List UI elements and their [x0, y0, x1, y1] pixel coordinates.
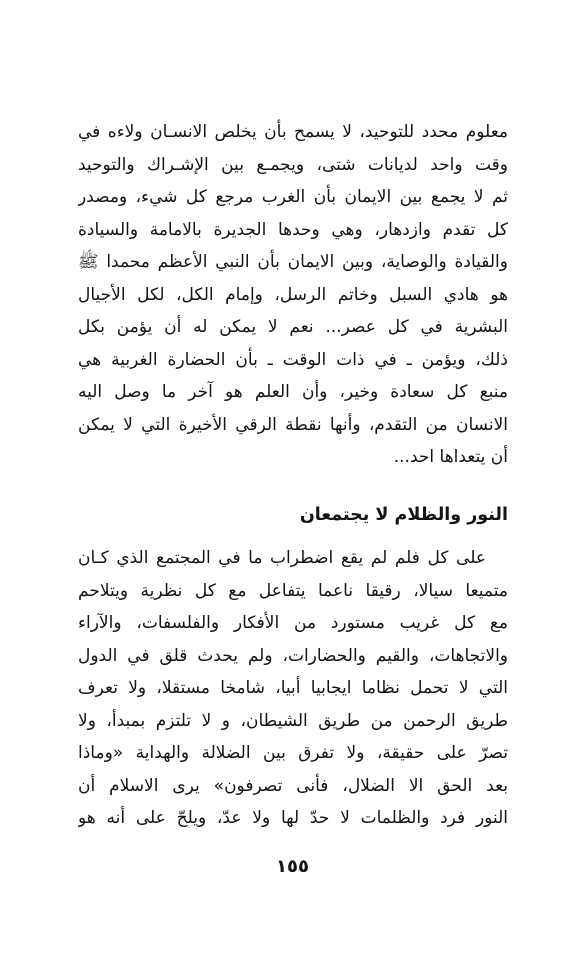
- section-heading: النور والظلام لا يجتمعان: [299, 505, 508, 525]
- text-line: معلوم محدد للتوحيد، لا يسمح بأن يخلص الانسـان ولاءه في: [78, 122, 508, 142]
- text-line: والاتجاهات، والقيم والحضارات، ولم يحدث قلق في الدول: [78, 645, 508, 666]
- text-line: متميعا سيالا، رقيقا ناعما يتفاعل مع كل نظرية ويتلاحم: [78, 580, 508, 601]
- text-line: طريق الرحمن من طريق الشيطان، و لا تلتزم بمبدأ، ولا: [78, 710, 508, 731]
- text-line: التي لا تحمل نظاما ايجابيا أبيا، شامخا مستقلا، ولا تعرف: [78, 678, 508, 698]
- text-line: والقيادة والوصاية، وبين الايمان بأن النبي الأعظم محمدا ﷺ: [78, 252, 508, 272]
- text-line: ذلك، ويؤمن ـ في ذات الوقت ـ بأن الحضارة الغربية هي: [78, 349, 508, 370]
- text-line: النور فرد والظلمات لا حدّ لها ولا عدّ، ويلحّ على أنه هو: [78, 808, 508, 828]
- text-line: أن يتعداها احد...: [393, 447, 508, 467]
- text-line: البشرية في كل عصر... نعم لا يمكن له أن يؤمن بكل: [78, 317, 508, 337]
- text-line: الانسان من التقدم، وأنها نقطة الرقي الأخيرة التي لا يمكن: [78, 414, 508, 435]
- text-line: تصرّ على حقيقة، ولا تفرق بين الضلالة والهداية «وماذا: [78, 743, 508, 763]
- text-line: كل تقدم وازدهار، وهي وحدها الجديرة بالامامة والسيادة: [78, 219, 508, 240]
- text-line: مع كل غريب مستورد من الأفكار والفلسفات، والآراء: [78, 613, 508, 633]
- text-line: بعد الحق الا الضلال، فأنى تصرفون» يرى الاسلام أن: [78, 775, 508, 796]
- paragraph-light-darkness: [78, 542, 508, 835]
- text-line: وقت واحد لديانات شتى، ويجمـع بين الإشـراك والتوحيد: [78, 154, 508, 175]
- text-line: على كل فلم لم يقع اضطراب ما في المجتمع الذي كـان: [78, 548, 486, 568]
- text-line: هو هادي السبل وخاتم الرسل، وإمام الكل، لكل الأجيال: [78, 284, 508, 305]
- paragraph-tawhid: [78, 116, 508, 474]
- text-line: ثم لا يجمع بين الايمان بأن الغرب مرجع كل شيء، ومصدر: [78, 187, 508, 207]
- text-line: منبع كل سعادة وخير، وأن العلم هو آخر ما وصل اليه: [78, 382, 508, 402]
- page-number: ١٥٥: [276, 856, 309, 877]
